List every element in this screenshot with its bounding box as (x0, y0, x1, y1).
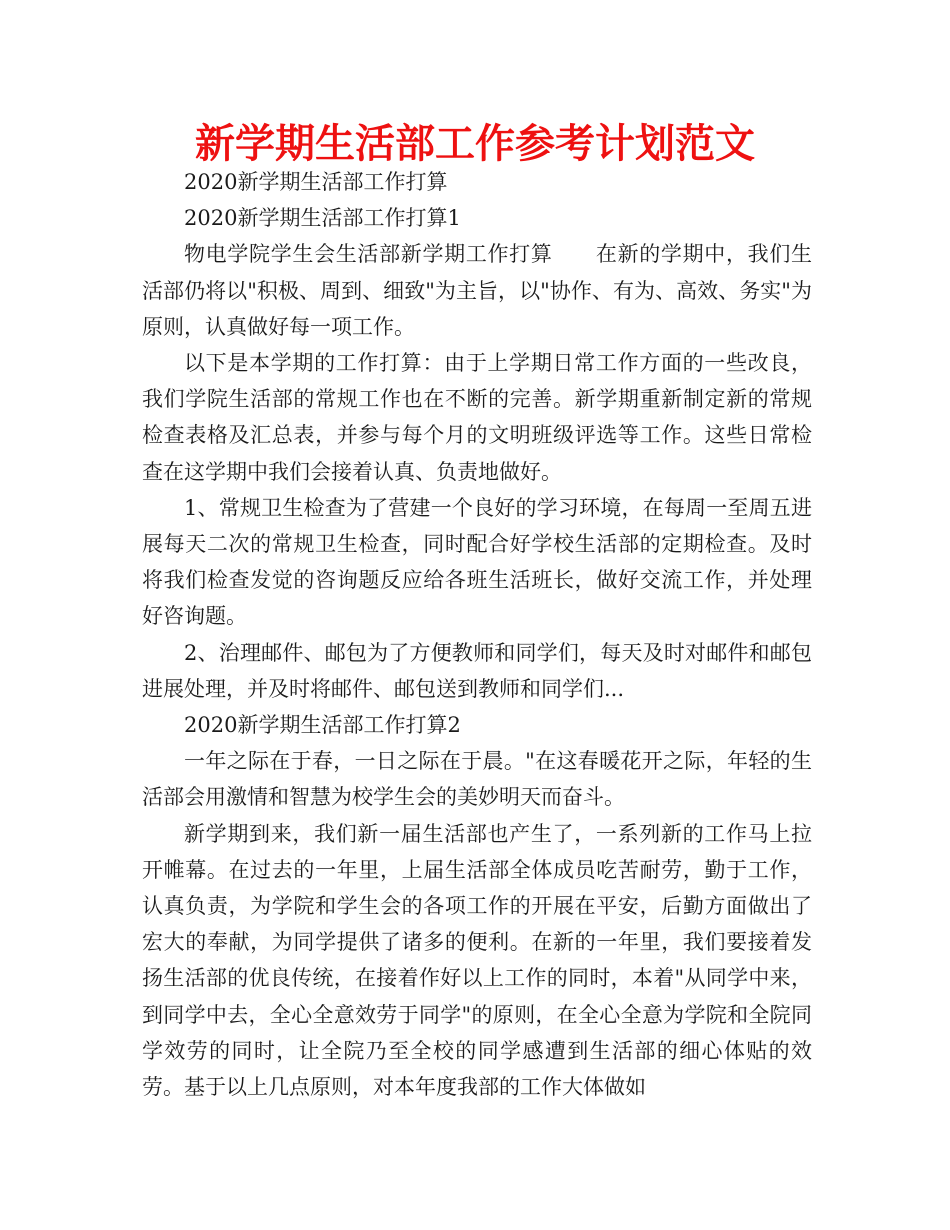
section-heading: 2020新学期生活部工作打算1 (184, 206, 461, 231)
paragraph: 一年之际在于春，一日之际在于晨。"在这春暖花开之际，年轻的生活部会用激情和智慧为校学生会的美妙明天而奋斗。 (142, 749, 812, 810)
paragraph: 1、常规卫生检查为了营建一个良好的学习环境，在每周一至周五进展每天二次的常规卫生检查，同时配合好学校生活部的定期检查。及时将我们检查发觉的咨询题反应给各班生活班长，做好交流工作，并处理好咨询题。 (142, 495, 812, 629)
document-body (142, 164, 812, 1105)
paragraph: 2、治理邮件、邮包为了方便教师和同学们，每天及时对邮件和邮包进展处理，并及时将邮件、邮包送到教师和同学们... (142, 640, 812, 701)
paragraph: 物电学院学生会生活部新学期工作打算 在新的学期中，我们生活部仍将以"积极、周到、细致"为主旨，以"协作、有为、高效、务实"为原则，认真做好每一项工作。 (142, 242, 812, 339)
paragraph: 以下是本学期的工作打算：由于上学期日常工作方面的一些改良，我们学院生活部的常规工作也在不断的完善。新学期重新制定新的常规检查表格及汇总表，并参与每个月的文明班级评选等工作。这些日常检查在这学期中我们会接着认真、负责地做好。 (142, 351, 812, 484)
paragraph: 新学期到来，我们新一届生活部也产生了，一系列新的工作马上拉开帷幕。在过去的一年里，上届生活部全体成员吃苦耐劳，勤于工作，认真负责，为学院和学生会的各项工作的开展在平安，后勤方面做出了宏大的奉献，为同学提供了诸多的便利。在新的一年里，我们要接着发扬生活部的优良传统，在接着作好以上工作的同时，本着"从同学中来，到同学中去，全心全意效劳于同学"的原则，在全心全意为学院和全院同学效劳的同时，让全院乃至全校的同学感遭到生活部的细心体贴的效劳。基于以上几点原则，对本年度我部的工作大体做如 (142, 821, 812, 1100)
section-heading: 2020新学期生活部工作打算2 (184, 713, 461, 738)
section-heading: 2020新学期生活部工作打算 (184, 170, 448, 194)
page-title: 新学期生活部工作参考计划范文 (195, 121, 755, 167)
